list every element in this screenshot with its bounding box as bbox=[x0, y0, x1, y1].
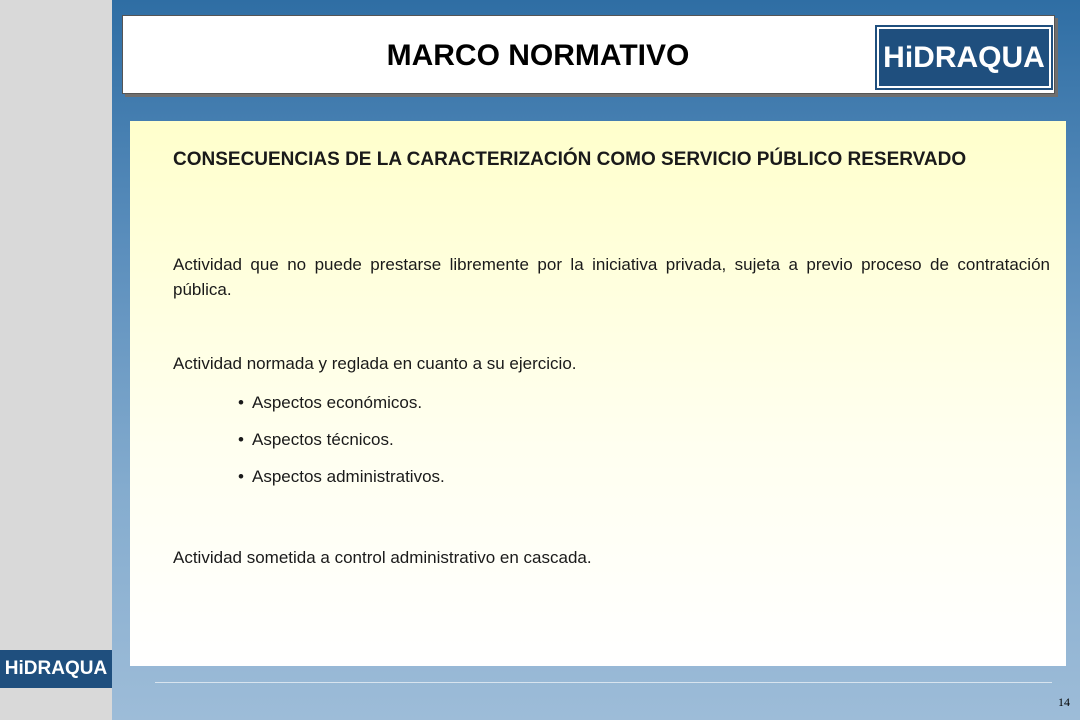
list-item bbox=[238, 392, 445, 429]
bullet-icon: • bbox=[238, 467, 244, 486]
section-heading: CONSECUENCIAS DE LA CARACTERIZACIÓN COMO SERVICIO PÚBLICO RESERVADO bbox=[173, 149, 967, 170]
list-item bbox=[238, 429, 445, 466]
slide-title: MARCO NORMATIVO bbox=[386, 38, 690, 72]
footer-divider bbox=[155, 682, 1052, 683]
list-item-text: Aspectos económicos. bbox=[252, 393, 423, 412]
brand-logo-text: HiDRAQUA bbox=[883, 40, 1045, 74]
list-item bbox=[238, 466, 445, 503]
paragraph-control: Actividad sometida a control administrativo en cascada. bbox=[173, 548, 592, 567]
content-panel bbox=[130, 121, 1066, 666]
page-number: 14 bbox=[1058, 695, 1070, 709]
brand-logo bbox=[877, 27, 1051, 88]
list-item-text: Aspectos administrativos. bbox=[252, 467, 445, 486]
sidebar-logo bbox=[0, 650, 112, 688]
bullet-icon: • bbox=[238, 430, 244, 449]
bullet-list bbox=[238, 392, 445, 503]
bullet-icon: • bbox=[238, 393, 244, 412]
paragraph-normada: Actividad normada y reglada en cuanto a su ejercicio. bbox=[173, 354, 577, 373]
left-sidebar-strip bbox=[0, 0, 112, 720]
paragraph-contratacion: Actividad que no puede prestarse libremente por la iniciativa privada, sujeta a previo proceso de contratación pública. bbox=[173, 255, 1050, 299]
sidebar-logo-text: HiDRAQUA bbox=[4, 658, 108, 679]
list-item-text: Aspectos técnicos. bbox=[252, 430, 394, 449]
title-box bbox=[122, 15, 1055, 94]
